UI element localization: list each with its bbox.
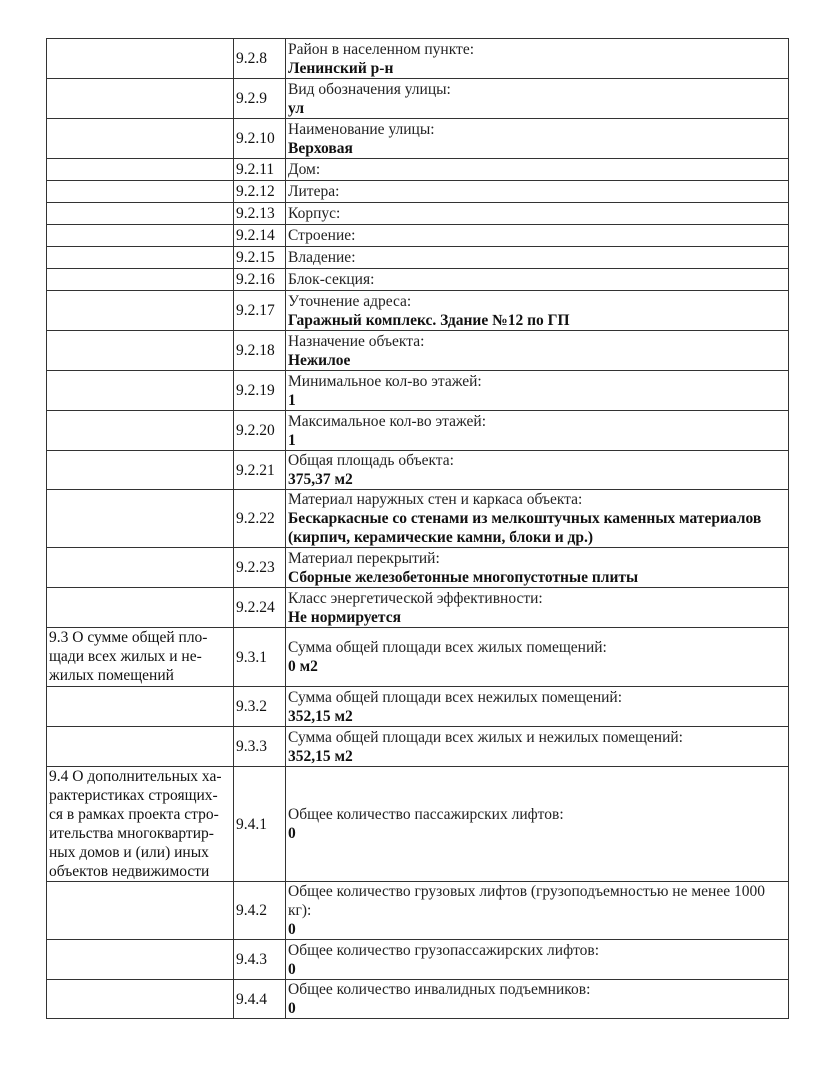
section-cell	[47, 291, 234, 331]
item-content	[286, 119, 789, 159]
item-label: Материал наружных стен и каркаса объекта:	[288, 491, 583, 508]
table-row	[47, 181, 789, 203]
item-label: Материал перекрытий:	[288, 549, 440, 567]
item-content	[286, 79, 789, 119]
table-row	[47, 882, 789, 940]
section-heading-9-4: 9.4 О дополнительных ха-рактеристиках строящих-ся в рамках проекта стро-ительства многоквартир-ных домов и (или) иных объектов недвижимости	[49, 768, 222, 880]
section-cell	[47, 588, 234, 628]
item-number: 9.2.9	[234, 79, 286, 119]
section-cell	[47, 687, 234, 727]
item-value: Ленинский р-н	[288, 59, 394, 77]
item-label: Общее количество пассажирских лифтов:	[288, 806, 564, 823]
item-value: 352,15 м2	[288, 707, 353, 725]
item-content	[286, 628, 789, 687]
item-label: Минимальное кол-во этажей:	[288, 372, 482, 390]
table-row	[47, 727, 789, 767]
item-content	[286, 767, 789, 882]
table-row	[47, 119, 789, 159]
item-number: 9.3.1	[234, 628, 286, 687]
item-label: Сумма общей площади всех жилых помещений:	[288, 639, 607, 656]
item-number: 9.2.11	[234, 159, 286, 181]
item-content	[286, 940, 789, 980]
section-cell	[47, 119, 234, 159]
item-value: 0	[288, 1000, 296, 1017]
item-label: Общее количество грузопассажирских лифтов:	[288, 941, 600, 959]
table-row	[47, 588, 789, 628]
table-row	[47, 39, 789, 79]
table-row	[47, 490, 789, 548]
item-number: 9.2.24	[234, 588, 286, 628]
item-value: Сборные железобетонные многопустотные плиты	[288, 568, 639, 586]
item-number: 9.2.14	[234, 225, 286, 247]
table-row	[47, 159, 789, 181]
item-value: Не нормируется	[288, 608, 402, 626]
item-content	[286, 39, 789, 79]
section-cell	[47, 79, 234, 119]
item-number: 9.4.2	[234, 882, 286, 940]
table-row	[47, 411, 789, 451]
item-number: 9.2.17	[234, 291, 286, 331]
item-label: Назначение объекта:	[288, 332, 425, 350]
item-number: 9.2.16	[234, 269, 286, 291]
item-content	[286, 269, 789, 291]
item-content	[286, 548, 789, 588]
table-row	[47, 628, 789, 687]
item-number: 9.2.22	[234, 490, 286, 548]
table-row	[47, 331, 789, 371]
item-number: 9.4.1	[234, 767, 286, 882]
item-content	[286, 411, 789, 451]
table-row	[47, 225, 789, 247]
table-row	[47, 687, 789, 727]
item-content	[286, 291, 789, 331]
item-value: Бескаркасные со стенами из мелкоштучных каменных материалов (кирпич, керамические камни, блоки и др.)	[288, 510, 762, 546]
item-label: Общее количество грузовых лифтов (грузоподъемностью не менее 1000 кг):	[288, 883, 765, 919]
section-cell	[47, 411, 234, 451]
table-row	[47, 371, 789, 411]
section-cell	[47, 980, 234, 1019]
item-content	[286, 490, 789, 548]
item-value: Нежилое	[288, 351, 351, 369]
section-cell	[47, 247, 234, 269]
item-content	[286, 331, 789, 371]
section-cell	[47, 39, 234, 79]
table-row	[47, 980, 789, 1019]
item-number: 9.2.12	[234, 181, 286, 203]
item-content	[286, 980, 789, 1019]
table-row	[47, 548, 789, 588]
item-label: Район в населенном пункте:	[288, 40, 474, 58]
item-value: 352,15 м2	[288, 747, 353, 765]
section-cell	[47, 940, 234, 980]
item-label: Сумма общей площади всех жилых и нежилых помещений:	[288, 728, 683, 746]
item-label: Сумма общей площади всех нежилых помещений:	[288, 688, 623, 706]
item-number: 9.3.2	[234, 687, 286, 727]
item-label: Вид обозначения улицы:	[288, 80, 451, 98]
item-value: Верховая	[288, 139, 353, 157]
section-heading-9-3: 9.3 О сумме общей пло-щади всех жилых и не-жилых помещений	[49, 629, 208, 684]
item-content	[286, 727, 789, 767]
item-value: 0	[288, 825, 296, 842]
item-value: Гаражный комплекс. Здание №12 по ГП	[288, 311, 570, 329]
item-value: 1	[288, 431, 296, 449]
item-label: Строение:	[288, 227, 356, 244]
table-row	[47, 247, 789, 269]
item-content	[286, 882, 789, 940]
item-label: Уточнение адреса:	[288, 292, 412, 310]
document-table	[46, 38, 789, 1019]
item-content	[286, 247, 789, 269]
section-cell	[47, 269, 234, 291]
item-number: 9.2.15	[234, 247, 286, 269]
item-number: 9.4.4	[234, 980, 286, 1019]
item-content	[286, 451, 789, 490]
item-number: 9.2.10	[234, 119, 286, 159]
item-label: Общая площадь объекта:	[288, 452, 454, 469]
item-number: 9.2.18	[234, 331, 286, 371]
item-number: 9.2.23	[234, 548, 286, 588]
item-label: Литера:	[288, 183, 340, 200]
item-content	[286, 203, 789, 225]
section-cell	[47, 203, 234, 225]
item-number: 9.2.21	[234, 451, 286, 490]
section-cell	[47, 451, 234, 490]
table-row	[47, 451, 789, 490]
section-cell	[47, 767, 234, 882]
item-number: 9.2.13	[234, 203, 286, 225]
section-cell	[47, 727, 234, 767]
section-cell	[47, 548, 234, 588]
section-cell	[47, 225, 234, 247]
table-row	[47, 203, 789, 225]
item-label: Дом:	[288, 161, 321, 178]
item-value: 0 м2	[288, 658, 318, 675]
item-value: ул	[288, 99, 305, 117]
item-content	[286, 159, 789, 181]
section-cell	[47, 371, 234, 411]
table-row	[47, 269, 789, 291]
table-row	[47, 767, 789, 882]
item-label: Блок-секция:	[288, 271, 375, 288]
item-content	[286, 225, 789, 247]
item-content	[286, 371, 789, 411]
item-number: 9.2.19	[234, 371, 286, 411]
item-value: 0	[288, 921, 296, 938]
item-value: 375,37 м2	[288, 471, 353, 488]
item-number: 9.2.8	[234, 39, 286, 79]
section-cell	[47, 882, 234, 940]
item-number: 9.2.20	[234, 411, 286, 451]
section-cell	[47, 331, 234, 371]
item-number: 9.4.3	[234, 940, 286, 980]
section-cell	[47, 159, 234, 181]
item-label: Владение:	[288, 249, 356, 266]
item-value: 1	[288, 391, 296, 409]
item-value: 0	[288, 960, 296, 978]
table-row	[47, 940, 789, 980]
item-content	[286, 687, 789, 727]
table-row	[47, 79, 789, 119]
item-content	[286, 588, 789, 628]
item-label: Общее количество инвалидных подъемников:	[288, 981, 591, 998]
item-content	[286, 181, 789, 203]
item-label: Наименование улицы:	[288, 120, 435, 138]
item-label: Максимальное кол-во этажей:	[288, 412, 486, 430]
item-label: Корпус:	[288, 205, 341, 222]
section-cell	[47, 628, 234, 687]
section-cell	[47, 181, 234, 203]
item-number: 9.3.3	[234, 727, 286, 767]
table-row	[47, 291, 789, 331]
section-cell	[47, 490, 234, 548]
item-label: Класс энергетической эффективности:	[288, 589, 543, 607]
